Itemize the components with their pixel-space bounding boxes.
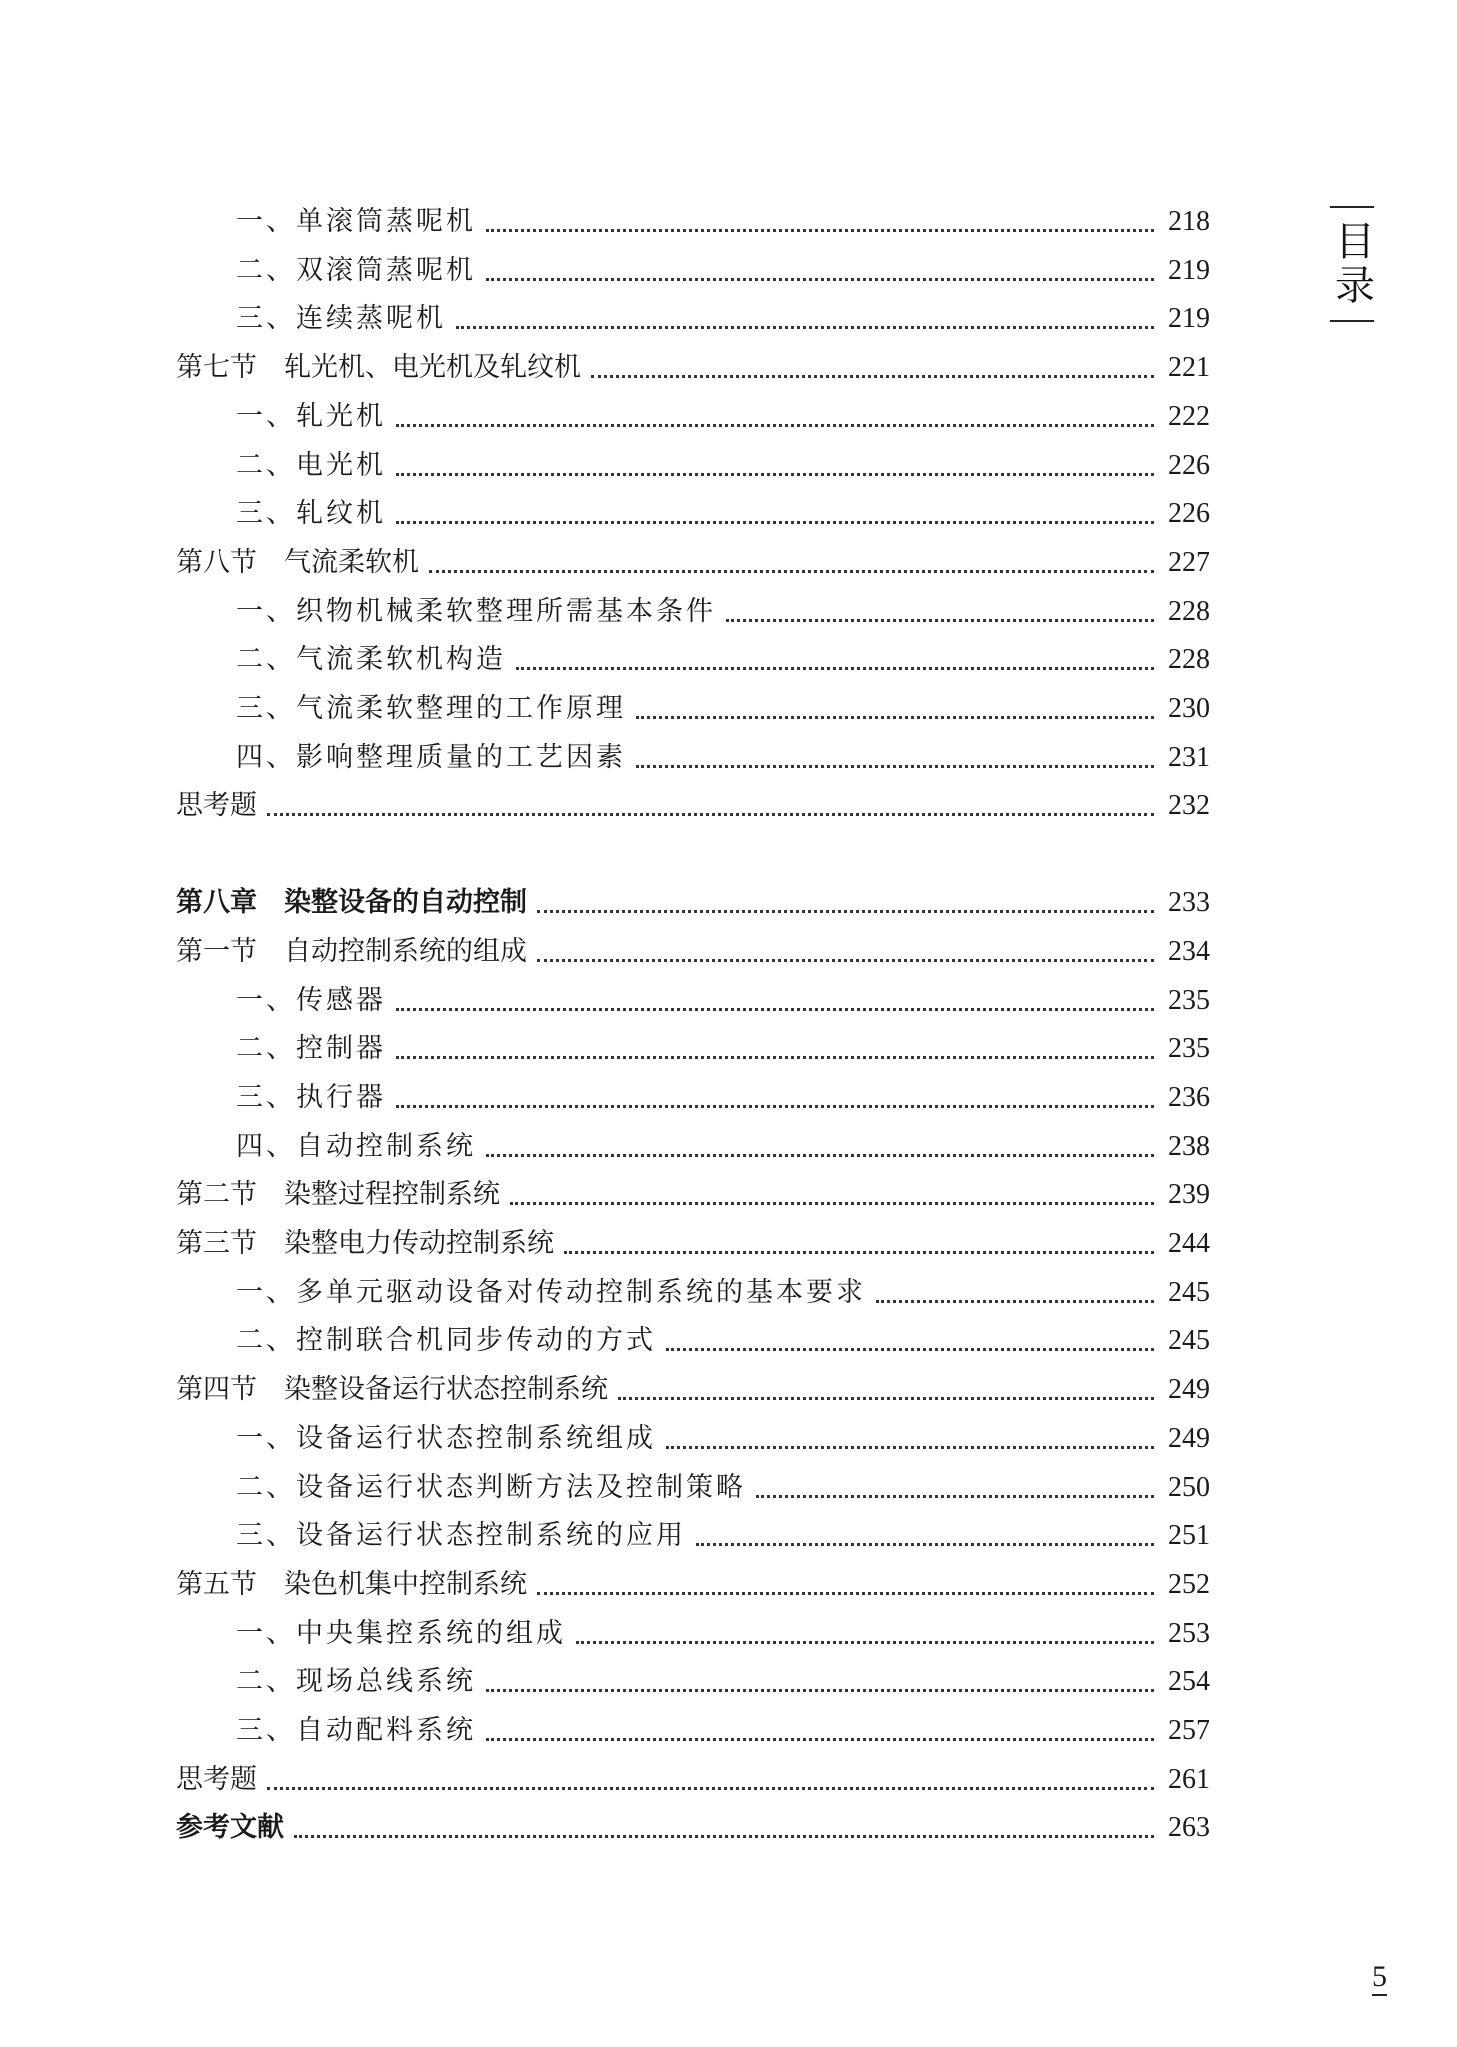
toc-entry	[236, 1464, 1210, 1512]
toc-entry	[176, 1756, 1210, 1804]
toc-entry-title: 二、控制器	[236, 1033, 386, 1065]
dot-leader	[537, 959, 1154, 962]
dot-leader	[666, 1348, 1154, 1351]
dot-leader	[294, 1835, 1154, 1838]
toc-entry-page: 245	[1168, 1276, 1210, 1308]
toc-entry-page: 249	[1168, 1374, 1210, 1406]
toc-entry	[236, 198, 1210, 246]
toc-entry-page: 234	[1168, 935, 1210, 967]
toc-entry	[176, 539, 1210, 587]
toc-entry	[236, 1512, 1210, 1560]
dot-leader	[726, 619, 1154, 622]
toc-entry-title: 四、影响整理质量的工艺因素	[236, 741, 626, 773]
toc-entry	[176, 1561, 1210, 1609]
toc-entry-page: 235	[1168, 1033, 1210, 1065]
toc-entry-title: 三、自动配料系统	[236, 1715, 476, 1746]
toc-entry-page: 244	[1168, 1228, 1210, 1259]
toc-entry-title: 三、连续蒸呢机	[236, 303, 446, 335]
toc-entry	[176, 1804, 1210, 1852]
toc-entry-page: 253	[1168, 1617, 1210, 1649]
dot-leader	[396, 521, 1154, 524]
dot-leader	[564, 1251, 1154, 1254]
toc-entry-title: 思考题	[176, 1763, 257, 1795]
dot-leader	[486, 1689, 1154, 1692]
toc-entry-title: 参考文献	[176, 1812, 284, 1844]
dot-leader	[267, 1787, 1154, 1790]
toc-entry-page: 226	[1168, 449, 1210, 481]
toc-entry-title: 第八章 染整设备的自动控制	[176, 887, 527, 919]
toc-entry-page: 222	[1168, 400, 1210, 432]
toc-entry	[236, 295, 1210, 343]
dot-leader	[456, 326, 1154, 329]
toc-entry-page: 228	[1168, 595, 1210, 627]
toc-entry-title: 第八节 气流柔软机	[176, 546, 419, 578]
toc-entry	[236, 490, 1210, 538]
toc-entry-page: 219	[1168, 254, 1210, 286]
dot-leader	[537, 1592, 1154, 1595]
dot-leader	[756, 1495, 1154, 1498]
toc-entry-title: 第三节 染整电力传动控制系统	[176, 1228, 554, 1259]
toc-entry-page: 238	[1168, 1130, 1210, 1162]
dot-leader	[486, 278, 1154, 281]
toc-entry-title: 三、执行器	[236, 1081, 386, 1113]
dot-leader	[486, 1154, 1154, 1157]
toc-entry-title: 第四节 染整设备运行状态控制系统	[176, 1374, 608, 1406]
toc-entry-title: 一、传感器	[236, 984, 386, 1016]
toc-entry	[236, 636, 1210, 684]
toc-entry-title: 第二节 染整过程控制系统	[176, 1179, 500, 1211]
dot-leader	[396, 1105, 1154, 1108]
dot-leader	[576, 1641, 1154, 1644]
dot-leader	[618, 1397, 1154, 1400]
toc-entry-page: 257	[1168, 1715, 1210, 1746]
toc-entry-title: 二、控制联合机同步传动的方式	[236, 1325, 656, 1357]
toc-entry	[236, 1123, 1210, 1171]
toc-entry	[176, 1220, 1210, 1268]
toc-entry	[176, 344, 1210, 392]
toc-entry-title: 二、设备运行状态判断方法及控制策略	[236, 1471, 746, 1503]
toc-entry-title: 二、电光机	[236, 449, 386, 481]
dot-leader	[636, 716, 1154, 719]
toc-entry-title: 一、多单元驱动设备对传动控制系统的基本要求	[236, 1276, 866, 1308]
dot-leader	[696, 1543, 1154, 1546]
dot-leader	[267, 813, 1154, 816]
toc-entry-page: 263	[1168, 1812, 1210, 1844]
toc-entry	[236, 734, 1210, 782]
page-number: 5	[1372, 1960, 1387, 1996]
toc-entry-page: 230	[1168, 693, 1210, 724]
toc-entry	[236, 588, 1210, 636]
toc-entry-page: 249	[1168, 1422, 1210, 1454]
dot-leader	[591, 375, 1154, 378]
toc-entry-title: 思考题	[176, 790, 257, 822]
toc-entry-title: 三、气流柔软整理的工作原理	[236, 693, 626, 724]
dot-leader	[876, 1300, 1154, 1303]
dot-leader	[636, 765, 1154, 768]
toc-entry-page: 221	[1168, 352, 1210, 384]
toc-entry	[236, 1317, 1210, 1365]
toc-entry	[176, 928, 1210, 976]
toc-entry	[236, 1074, 1210, 1122]
toc-entry	[236, 442, 1210, 490]
toc-entry-page: 235	[1168, 984, 1210, 1016]
toc-entry-title: 二、双滚筒蒸呢机	[236, 254, 476, 286]
toc-entry-title: 一、轧光机	[236, 400, 386, 432]
toc-entry-page: 227	[1168, 546, 1210, 578]
toc-entry-page: 261	[1168, 1763, 1210, 1795]
toc-entry-title: 第一节 自动控制系统的组成	[176, 935, 527, 967]
toc-entry-page: 231	[1168, 741, 1210, 773]
toc-entry	[176, 879, 1210, 927]
toc-entry	[236, 1707, 1210, 1755]
toc-entry-title: 第七节 轧光机、电光机及轧纹机	[176, 352, 581, 384]
toc-entry-page: 251	[1168, 1520, 1210, 1552]
toc-entry-page: 239	[1168, 1179, 1210, 1211]
dot-leader	[396, 1008, 1154, 1011]
toc-entry-page: 233	[1168, 887, 1210, 919]
dot-leader	[396, 1056, 1154, 1059]
toc-entry	[176, 1366, 1210, 1414]
toc-entry-page: 226	[1168, 498, 1210, 530]
dot-leader	[537, 910, 1154, 913]
dot-leader	[396, 473, 1154, 476]
dot-leader	[396, 424, 1154, 427]
toc-entry	[236, 1269, 1210, 1317]
toc-entry	[236, 1610, 1210, 1658]
toc-entry	[236, 1658, 1210, 1706]
section-tab-label: 目录	[1328, 220, 1375, 308]
toc-entry	[236, 393, 1210, 441]
toc-entry-title: 三、轧纹机	[236, 498, 386, 530]
toc-entry-title: 二、现场总线系统	[236, 1666, 476, 1698]
toc-entry-title: 一、设备运行状态控制系统组成	[236, 1422, 656, 1454]
toc-entry	[236, 247, 1210, 295]
dot-leader	[516, 667, 1154, 670]
dot-leader	[486, 229, 1154, 232]
dot-leader	[429, 570, 1154, 573]
toc-entry	[176, 1171, 1210, 1219]
toc-entry-title: 第五节 染色机集中控制系统	[176, 1568, 527, 1600]
toc-entry-page: 236	[1168, 1081, 1210, 1113]
toc-entry-page: 250	[1168, 1471, 1210, 1503]
dot-leader	[510, 1202, 1154, 1205]
toc-entry	[236, 1025, 1210, 1073]
toc-entry-page: 228	[1168, 644, 1210, 676]
toc-entry	[176, 782, 1210, 830]
toc-entry-title: 一、织物机械柔软整理所需基本条件	[236, 595, 716, 627]
toc-entry-page: 245	[1168, 1325, 1210, 1357]
toc-entry-page: 219	[1168, 303, 1210, 335]
section-tab	[1330, 206, 1374, 322]
toc-entry-page: 218	[1168, 206, 1210, 237]
toc-entry-page: 232	[1168, 790, 1210, 822]
toc-entry-page: 254	[1168, 1666, 1210, 1698]
dot-leader	[486, 1738, 1154, 1741]
toc-entry-title: 一、单滚筒蒸呢机	[236, 206, 476, 237]
toc-entry-page: 252	[1168, 1568, 1210, 1600]
dot-leader	[666, 1446, 1154, 1449]
toc-entry	[236, 977, 1210, 1025]
toc-entry	[236, 1415, 1210, 1463]
toc-entry-title: 三、设备运行状态控制系统的应用	[236, 1520, 686, 1552]
toc-entry-title: 一、中央集控系统的组成	[236, 1617, 566, 1649]
toc-entry	[236, 685, 1210, 733]
toc-entry-title: 四、自动控制系统	[236, 1130, 476, 1162]
toc-entry-title: 二、气流柔软机构造	[236, 644, 506, 676]
